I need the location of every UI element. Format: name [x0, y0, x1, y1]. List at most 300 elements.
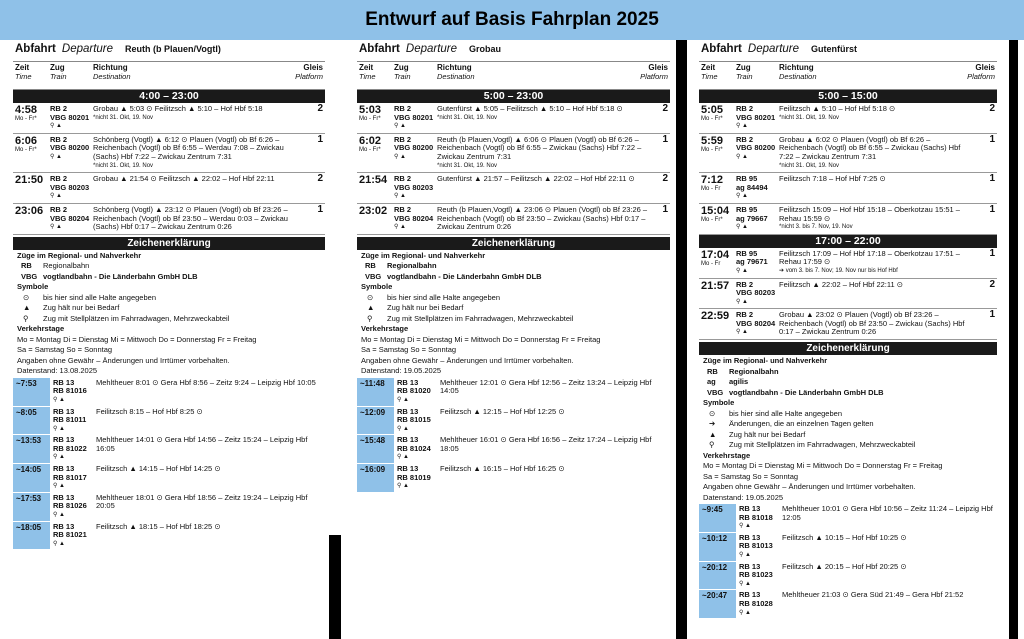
legend-text: agilis — [729, 377, 749, 387]
banner — [0, 0, 1024, 40]
legend-symbols-heading: Symbole — [703, 398, 735, 408]
operating-days: Mo - Fr* — [701, 216, 723, 223]
row-note: *nicht 31. Okt, 19. Nov — [779, 114, 840, 121]
train-line: RB 13 — [739, 561, 761, 571]
disclaimer: Angaben ohne Gewähr – Änderungen und Irrtümer vorbehalten. — [703, 482, 916, 492]
connection-destination: Mehltheuer 14:01 ⊙ Gera Hbf 14:56 – Zeitz 15:24 – Leipzig Hbf 16:05 — [96, 435, 308, 453]
connection-row — [13, 493, 325, 522]
departure-time: 21:54 — [359, 174, 388, 187]
train-number: RB 81017 — [53, 472, 87, 482]
train-cell — [50, 493, 94, 521]
departure-time: 23:02 — [359, 204, 388, 217]
connection-time: ~17:53 — [13, 493, 50, 521]
departure-row — [699, 248, 997, 279]
bicycle-icon: ⚲ ▲ — [53, 454, 65, 461]
departure-row — [699, 134, 997, 173]
legend-text: Änderungen, die an einzelnen Tagen gelten — [729, 419, 874, 429]
data-date: Datenstand: 19.05.2025 — [703, 492, 784, 502]
departure-row — [13, 173, 325, 204]
platform: 2 — [662, 103, 668, 114]
destination-text: Reuth (b Plauen,Vogtl) ▲ 6:06 ⊙ Plauen (Vogtl) ob Bf 6:26 – Reichenbach (Vogtl) ob Bf 6:55 – Zwickau (Sachs) Hbf 7:22 – Zwickau Zentrum 7:31 — [437, 134, 642, 161]
row-note: *nicht 31. Okt, 19. Nov — [437, 162, 498, 169]
legend-text: bis hier sind alle Halte angegeben — [729, 408, 842, 418]
departure-row — [357, 173, 670, 204]
disclaimer: Angaben ohne Gewähr – Änderungen und Irrtümer vorbehalten. — [17, 355, 230, 365]
train-cell — [736, 590, 780, 618]
train-number: RB 81011 — [53, 415, 87, 425]
legend — [699, 355, 997, 504]
departure-time: 15:04 — [701, 204, 730, 217]
col-gl: Gleis — [975, 63, 995, 72]
platform: 1 — [662, 133, 668, 145]
days-line: Sa = Samstag So = Sonntag — [361, 345, 457, 355]
legend-key: RB — [365, 261, 376, 271]
destination-cell — [93, 206, 303, 232]
panel-header — [357, 40, 670, 62]
row-note: *nicht 31. Okt, 19. Nov — [93, 162, 154, 169]
legend-text: vogtlandbahn - Die Länderbahn GmbH DLB — [43, 271, 198, 281]
departure-time-cell — [15, 206, 50, 232]
train-number: RB 81018 — [739, 512, 773, 522]
col-train: Zug — [736, 63, 751, 72]
train-line: RB 13 — [397, 464, 419, 474]
col-gl-en: Platform — [640, 71, 668, 81]
operating-days: Mo - Fr* — [359, 146, 381, 153]
legend-title: Zeichenerklärung — [13, 237, 325, 250]
bicycle-icon: ⚲ ▲ — [50, 153, 62, 160]
bicycle-icon: ⚲ ▲ — [736, 329, 748, 336]
train-cell — [394, 464, 438, 492]
train-line: RB 95 — [736, 174, 758, 184]
connection-row — [699, 533, 997, 562]
departure-time-cell — [15, 105, 50, 131]
operating-days: Mo - Fr* — [15, 116, 37, 122]
bicycle-icon: ⚲ ▲ — [397, 483, 409, 490]
train-number: VBG 80200 — [50, 143, 90, 153]
legend-text: Zug hält nur bei Bedarf — [43, 303, 120, 313]
platform: 2 — [317, 173, 323, 185]
bicycle-icon: ⚲ ▲ — [397, 396, 409, 403]
train-number: ag 79671 — [736, 257, 768, 267]
legend-trains-heading: Züge im Regional- und Nahverkehr — [17, 250, 142, 260]
departure-time-cell — [15, 175, 50, 201]
departure-time-cell — [359, 175, 394, 201]
train-cell — [50, 206, 93, 232]
legend-text: Regionalbahn — [387, 261, 437, 271]
train-cell — [394, 136, 437, 170]
train-cell — [50, 136, 93, 170]
days-line: Mo = Montag Di = Dienstag Mi = Mittwoch Do = Donnerstag Fr = Freitag — [361, 334, 601, 344]
train-cell — [50, 522, 94, 550]
train-cell — [394, 378, 438, 406]
legend-text: Zug mit Stellplätzen im Fahrradwagen, Mehrzweckabteil — [729, 440, 916, 450]
station-name: Grobau — [469, 44, 502, 54]
panel-header — [13, 40, 325, 62]
train-line: RB 13 — [53, 435, 75, 445]
connection-row — [13, 522, 325, 551]
bicycle-icon: ⚲ ▲ — [53, 396, 65, 403]
bicycle-icon: ⚲ ▲ — [739, 609, 751, 616]
separator-bar — [1009, 40, 1018, 639]
train-number: RB 81016 — [53, 386, 87, 396]
platform: 1 — [317, 203, 323, 215]
departure-time: 22:59 — [701, 310, 730, 323]
platform: 1 — [989, 173, 995, 185]
bicycle-icon: ⚲ — [23, 313, 29, 323]
days-line: Mo = Montag Di = Dienstag Mi = Mittwoch Do = Donnerstag Fr = Freitag — [17, 334, 257, 344]
disclaimer: Angaben ohne Gewähr – Änderungen und Irrtümer vorbehalten. — [361, 355, 574, 365]
train-number: VBG 80203 — [50, 182, 90, 192]
col-dir-en: Destination — [779, 71, 817, 81]
destination-text: Schönberg (Vogtl) ▲ 23:12 ⊙ Plauen (Vogtl) ob Bf 23:26 – Reichenbach (Vogtl) ob Bf 23:50 – Werdau 0:03 – Zwickau (Sachs) Hbf 0:17 – Zwickau Zentrum 0:26 — [93, 204, 288, 232]
bicycle-icon: ⚲ ▲ — [50, 123, 62, 130]
col-dir-en: Destination — [93, 71, 131, 81]
connection-time: ~13:53 — [13, 435, 50, 463]
col-train: Zug — [50, 63, 65, 72]
destination-cell — [779, 175, 975, 201]
separator-bar — [329, 535, 341, 639]
bicycle-icon: ⚲ ▲ — [739, 523, 751, 530]
train-cell — [736, 533, 780, 561]
departure-time-cell — [701, 250, 736, 276]
departure-row — [699, 103, 997, 134]
departure-row — [13, 204, 325, 235]
destination-cell — [437, 175, 648, 201]
departure-time: 21:50 — [15, 174, 44, 187]
train-cell — [50, 435, 94, 463]
train-line: RB 95 — [736, 204, 758, 214]
departure-time: 6:06 — [15, 134, 38, 147]
data-date: Datenstand: 19.05.2025 — [361, 366, 442, 376]
connection-time: ~11:48 — [357, 378, 394, 406]
timetable-gutenfuerst — [699, 40, 997, 639]
connection-destination: Feilitzsch ▲ 18:15 – Hof Hbf 18:25 ⊙ — [96, 521, 221, 531]
train-line: RB 13 — [53, 492, 75, 502]
days-heading: Verkehrstage — [17, 324, 65, 334]
col-dir: Richtung — [93, 63, 128, 72]
legend — [13, 250, 325, 378]
train-cell — [736, 136, 779, 170]
destination-text: Feilitzsch ▲ 5:10 – Hof Hbf 5:18 ⊙ — [779, 104, 896, 113]
col-train: Zug — [394, 63, 409, 72]
train-line: RB 13 — [397, 435, 419, 445]
connection-destination: Feilitzsch 8:15 – Hof Hbf 8:25 ⊙ — [96, 406, 203, 416]
train-number: VBG 80204 — [736, 318, 776, 328]
departure-row — [357, 134, 670, 173]
destination-text: Grobau ▲ 21:54 ⊙ Feilitzsch ▲ 22:02 – Hof Hbf 22:11 — [93, 174, 275, 184]
legend-key: VBG — [21, 271, 38, 281]
legend-text: Regionalbahn — [729, 366, 779, 376]
destination-text: Feilitzsch 17:09 – Hof Hbf 17:18 – Oberkotzau 17:51 – Rehau 17:59 ⊙ — [779, 248, 960, 267]
bicycle-icon: ⚲ ▲ — [736, 267, 748, 274]
departure-row — [357, 103, 670, 134]
col-time: Zeit — [359, 63, 374, 72]
destination-cell — [437, 105, 648, 131]
operating-days: Mo - Fr* — [15, 146, 37, 153]
train-number: RB 81024 — [397, 443, 431, 453]
departure-row — [699, 309, 997, 340]
connection-time: ~10:12 — [699, 533, 736, 561]
departure-label-en: Departure — [747, 43, 800, 55]
train-cell — [736, 311, 779, 337]
bicycle-icon: ⚲ ▲ — [50, 193, 62, 200]
train-number: RB 81019 — [397, 472, 431, 482]
data-date: Datenstand: 13.08.2025 — [17, 366, 98, 376]
departure-time: 23:06 — [15, 204, 44, 217]
connection-row — [13, 464, 325, 493]
train-line: RB 13 — [53, 406, 75, 416]
train-cell — [50, 175, 93, 201]
train-line: RB 2 — [50, 104, 68, 113]
connection-row — [357, 435, 670, 464]
train-number: VBG 80201 — [394, 112, 434, 122]
col-train-en: Train — [736, 71, 753, 81]
bicycle-icon: ⚲ ▲ — [739, 580, 751, 587]
destination-text: Feilitzsch ▲ 22:02 – Hof Hbf 22:11 ⊙ — [779, 279, 904, 289]
bicycle-icon: ⚲ ▲ — [739, 552, 751, 559]
legend-key: ag — [707, 377, 716, 387]
bicycle-icon: ⚲ ▲ — [736, 224, 748, 231]
train-line: RB 2 — [736, 104, 754, 113]
bicycle-icon: ⚲ — [367, 313, 373, 323]
departure-row — [13, 103, 325, 134]
col-gl: Gleis — [648, 63, 668, 72]
bicycle-icon: ⚲ ▲ — [397, 454, 409, 461]
all-stops-icon: ⊙ — [367, 292, 374, 302]
platform: 2 — [317, 103, 323, 114]
bicycle-icon: ⚲ ▲ — [736, 153, 748, 160]
legend-text: bis hier sind alle Halte angegeben — [43, 292, 156, 302]
departure-time-cell — [15, 136, 50, 170]
days-heading: Verkehrstage — [703, 450, 751, 460]
departure-time-cell — [701, 136, 736, 170]
train-line: RB 2 — [394, 174, 412, 184]
bicycle-icon: ⚲ ▲ — [394, 153, 406, 160]
departure-label: Abfahrt — [359, 43, 400, 55]
departure-row — [699, 173, 997, 204]
train-line: RB 13 — [397, 406, 419, 416]
legend-title: Zeichenerklärung — [357, 237, 670, 250]
legend-text: Zug mit Stellplätzen im Fahrradwagen, Mehrzweckabteil — [387, 313, 574, 323]
destination-text: Feilitzsch 15:09 – Hof Hbf 15:18 – Oberkotzau 15:51 – Rehau 15:59 ⊙ — [779, 204, 960, 223]
row-note: *nicht 31. Okt, 19. Nov — [93, 114, 154, 121]
destination-cell — [779, 136, 975, 170]
train-number: VBG 80200 — [736, 143, 776, 153]
train-cell — [50, 105, 93, 131]
train-number: VBG 80204 — [50, 213, 90, 223]
request-stop-icon: ▲ — [709, 429, 717, 439]
row-note: *nicht 31. Okt, 19. Nov — [779, 162, 840, 169]
connection-time: ~16:09 — [357, 464, 394, 492]
destination-cell — [93, 136, 303, 170]
col-dir: Richtung — [437, 63, 472, 72]
train-line: RB 2 — [50, 204, 68, 214]
train-cell — [394, 206, 437, 232]
destination-cell — [779, 105, 975, 131]
train-cell — [394, 435, 438, 463]
connection-row — [13, 407, 325, 436]
connection-time: ~20:47 — [699, 590, 736, 618]
connection-time: ~18:05 — [13, 522, 50, 550]
train-cell — [736, 105, 779, 131]
train-cell — [50, 407, 94, 435]
platform: 2 — [989, 278, 995, 290]
bicycle-icon: ⚲ ▲ — [53, 425, 65, 432]
departure-label: Abfahrt — [15, 43, 56, 55]
destination-text: Gutenfürst ▲ 5:05 – Feilitzsch ▲ 5:10 – Hof Hbf 5:18 ⊙ — [437, 104, 623, 113]
train-number: VBG 80201 — [50, 112, 90, 122]
train-line: RB 13 — [397, 377, 419, 387]
departure-time-cell — [359, 206, 394, 232]
train-cell — [50, 464, 94, 492]
legend-text: vogtlandbahn - Die Länderbahn GmbH DLB — [729, 387, 884, 397]
destination-cell — [779, 311, 975, 337]
destination-cell — [779, 281, 975, 307]
connection-time: ~7:53 — [13, 378, 50, 406]
connection-destination: Mehltheuer 18:01 ⊙ Gera Hbf 18:56 – Zeitz 19:24 – Leipzig Hbf 20:05 — [96, 492, 308, 511]
train-number: RB 81022 — [53, 443, 87, 453]
column-headers — [357, 62, 670, 90]
destination-text: Schönberg (Vogtl) ▲ 6:12 ⊙ Plauen (Vogtl) ob Bf 6:26 – Reichenbach (Vogtl) ob Bf 6:55 – Werdau 7:08 – Zwickau (Sachs) Hbf 7:22 – Zwickau Zentrum 7:31 — [93, 134, 284, 161]
station-name: Gutenfürst — [811, 44, 858, 54]
all-stops-icon: ⊙ — [709, 408, 716, 418]
connection-row — [357, 464, 670, 493]
legend-key: RB — [21, 261, 32, 271]
departure-time-cell — [359, 136, 394, 170]
legend-text: Zug hält nur bei Bedarf — [387, 303, 464, 313]
destination-cell — [437, 206, 648, 232]
departure-row — [13, 134, 325, 173]
departure-label-en: Departure — [405, 43, 458, 55]
departure-time: 4:58 — [15, 104, 38, 116]
col-gl-en: Platform — [967, 71, 995, 81]
connection-destination: Feilitzsch ▲ 16:15 – Hof Hbf 16:25 ⊙ — [440, 464, 565, 474]
connection-destination: Mehltheuer 16:01 ⊙ Gera Hbf 16:56 – Zeitz 17:24 – Leipzig Hbf 18:05 — [440, 435, 652, 453]
connection-destination: Feilitzsch ▲ 14:15 – Hof Hbf 14:25 ⊙ — [96, 464, 221, 474]
train-number: RB 81015 — [397, 415, 431, 425]
departure-row — [699, 279, 997, 310]
train-line: RB 2 — [736, 279, 754, 289]
train-cell — [50, 378, 94, 406]
bicycle-icon: ⚲ ▲ — [53, 512, 65, 519]
legend-key: VBG — [365, 271, 382, 281]
train-number: VBG 80203 — [394, 182, 434, 192]
connection-time: ~20:12 — [699, 562, 736, 590]
train-number: ag 79667 — [736, 213, 768, 223]
departure-row — [699, 204, 997, 235]
connection-destination: Feilitzsch ▲ 10:15 – Hof Hbf 10:25 ⊙ — [782, 532, 907, 542]
platform: 1 — [989, 203, 995, 215]
train-line: RB 13 — [53, 377, 75, 387]
connection-row — [13, 435, 325, 464]
time-band: 17:00 – 22:00 — [699, 235, 997, 248]
bicycle-icon: ⚲ ▲ — [736, 193, 748, 200]
train-number: ag 84494 — [736, 182, 768, 192]
train-number: VBG 80203 — [736, 288, 776, 298]
train-cell — [394, 175, 437, 201]
legend-trains-heading: Züge im Regional- und Nahverkehr — [703, 356, 828, 366]
operating-days: Mo - Fr* — [359, 116, 381, 122]
train-number: VBG 80204 — [394, 213, 434, 223]
train-number: RB 81028 — [739, 599, 773, 608]
destination-cell — [437, 136, 648, 170]
platform: 1 — [662, 203, 668, 215]
destination-text: Grobau ▲ 23:02 ⊙ Plauen (Vogtl) ob Bf 23:26 – Reichenbach (Vogtl) ob Bf 23:50 – Zwickau (Sachs) Hbf 0:17 – Zwickau Zentrum 0:26 — [779, 310, 965, 337]
departure-time-cell — [701, 105, 736, 131]
departure-time: 7:12 — [701, 174, 724, 187]
train-line: RB 2 — [394, 204, 412, 214]
bicycle-icon: ⚲ ▲ — [394, 193, 406, 200]
connection-destination: Feilitzsch ▲ 20:15 – Hof Hbf 20:25 ⊙ — [782, 561, 907, 571]
col-time-en: Time — [15, 71, 32, 81]
departure-time: 21:57 — [701, 279, 730, 292]
train-line: RB 13 — [53, 464, 75, 474]
legend — [357, 250, 670, 378]
train-number: RB 81023 — [739, 570, 773, 580]
banner-title: Entwurf auf Basis Fahrplan 2025 — [365, 9, 659, 30]
connection-row — [357, 378, 670, 407]
destination-text: Gutenfürst ▲ 21:57 – Feilitzsch ▲ 22:02 – Hof Hbf 22:11 ⊙ — [437, 174, 635, 184]
train-cell — [736, 250, 779, 276]
train-line: RB 2 — [736, 134, 754, 144]
destination-cell — [779, 250, 975, 276]
timetable-reuth — [13, 40, 325, 639]
legend-title: Zeichenerklärung — [699, 342, 997, 355]
col-dir: Richtung — [779, 63, 814, 72]
platform: 1 — [989, 309, 995, 321]
destination-text: Grobau ▲ 6:02 ⊙ Plauen (Vogtl) ob Bf 6:26 – Reichenbach (Vogtl) ob Bf 6:55 – Zwickau (Sachs) Hbf 7:22 – Zwickau Zentrum 7:31 — [779, 134, 961, 161]
col-dir-en: Destination — [437, 71, 475, 81]
train-cell — [736, 504, 780, 532]
time-band: 5:00 – 15:00 — [699, 90, 997, 103]
arrow-right-icon: ➔ — [709, 419, 716, 429]
departure-time: 6:02 — [359, 134, 382, 147]
bicycle-icon: ⚲ ▲ — [50, 224, 62, 231]
row-note: *nicht 3. bis 7. Nov, 19. Nov — [779, 224, 853, 231]
platform: 2 — [989, 103, 995, 114]
bicycle-icon: ⚲ ▲ — [736, 298, 748, 305]
panel-header — [699, 40, 997, 62]
connection-destination: Mehltheuer 21:03 ⊙ Gera Süd 21:49 – Gera Hbf 21:52 — [782, 590, 964, 600]
platform: 2 — [662, 173, 668, 185]
col-gl-en: Platform — [295, 71, 323, 81]
all-stops-icon: ⊙ — [23, 292, 30, 302]
legend-key: VBG — [707, 387, 724, 397]
train-cell — [736, 206, 779, 232]
destination-cell — [93, 105, 303, 131]
destination-text: Grobau ▲ 5:03 ⊙ Feilitzsch ▲ 5:10 – Hof Hbf 5:18 — [93, 104, 263, 113]
platform: 1 — [989, 133, 995, 145]
operating-days: Mo - Fr — [701, 186, 721, 193]
operating-days: Mo - Fr — [701, 260, 721, 267]
connection-destination: Mehltheuer 10:01 ⊙ Gera Hbf 10:56 – Zeitz 11:24 – Leipzig Hbf 12:05 — [782, 504, 993, 522]
connection-destination: Mehltheuer 8:01 ⊙ Gera Hbf 8:56 – Zeitz 9:24 – Leipzig Hbf 10:05 — [96, 377, 316, 387]
destination-cell — [779, 206, 975, 232]
legend-text: vogtlandbahn - Die Länderbahn GmbH DLB — [387, 271, 542, 281]
train-line: RB 13 — [739, 504, 761, 514]
time-band: 5:00 – 23:00 — [357, 90, 670, 103]
departure-time-cell — [701, 206, 736, 232]
row-note: ➔ vom 3. bis 7. Nov; 19. Nov nur bis Hof Hbf — [779, 267, 898, 274]
departure-row — [357, 204, 670, 235]
train-number: RB 81026 — [53, 501, 87, 511]
days-line: Sa = Samstag So = Sonntag — [17, 345, 113, 355]
train-cell — [736, 281, 779, 307]
col-time: Zeit — [15, 63, 30, 72]
train-cell — [736, 175, 779, 201]
departure-time: 5:03 — [359, 104, 382, 116]
request-stop-icon: ▲ — [367, 303, 375, 313]
